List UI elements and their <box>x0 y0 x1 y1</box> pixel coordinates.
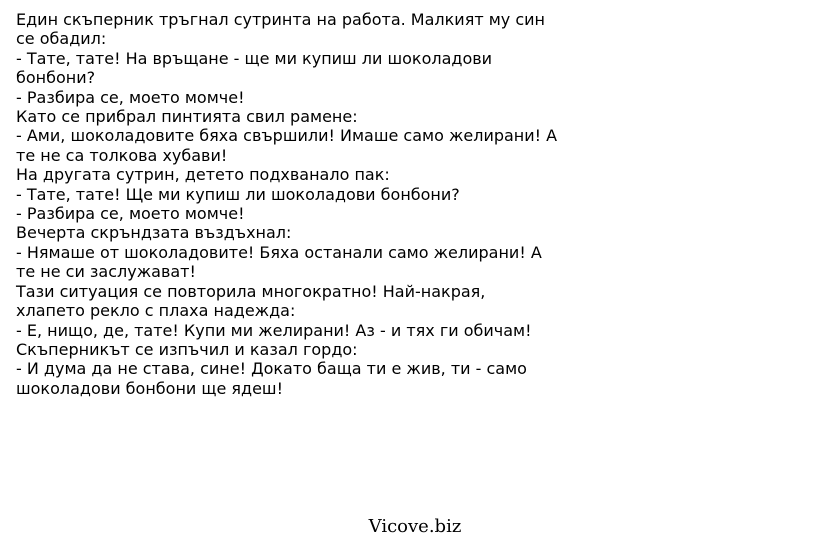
joke-text <box>16 10 606 398</box>
joke-line: - Разбира се, моето момче! <box>16 87 245 107</box>
joke-line: - И дума да не става, сине! Докато баща ти е жив, ти - само <box>16 359 527 379</box>
joke-line: те не си заслужават! <box>16 262 196 282</box>
joke-line: - Разбира се, моето момче! <box>16 204 245 224</box>
joke-line: Като се прибрал пинтията свил рамене: <box>16 107 358 127</box>
joke-line: - Тате, тате! Ще ми купиш ли шоколадови бонбони? <box>16 184 460 204</box>
joke-line: Вечерта скръндзата въздъхнал: <box>16 223 292 243</box>
joke-line: се обадил: <box>16 29 107 49</box>
joke-line: - Нямаше от шоколадовите! Бяха останали само желирани! А <box>16 242 542 262</box>
joke-line: бонбони? <box>16 68 96 88</box>
joke-line: те не са толкова хубави! <box>16 145 228 165</box>
joke-line: На другата сутрин, детето подхванало пак: <box>16 165 390 185</box>
joke-line: шоколадови бонбони ще ядеш! <box>16 378 283 398</box>
joke-line: Скъперникът се изпъчил и казал гордо: <box>16 339 358 359</box>
joke-line: хлапето рекло с плаха надежда: <box>16 301 296 321</box>
joke-line: Един скъперник тръгнал сутринта на работа. Малкият му син <box>16 10 546 29</box>
joke-line: Тази ситуация се повторила многократно! Най-накрая, <box>16 281 486 301</box>
joke-line: - Ами, шоколадовите бяха свършили! Имаше само желирани! А <box>16 126 558 146</box>
joke-line: - Е, нищо, де, тате! Купи ми желирани! Аз - и тях ги обичам! <box>16 320 532 340</box>
site-watermark: Vicove.biz <box>368 516 462 537</box>
joke-line: - Тате, тате! На връщане - ще ми купиш ли шоколадови <box>16 48 493 68</box>
